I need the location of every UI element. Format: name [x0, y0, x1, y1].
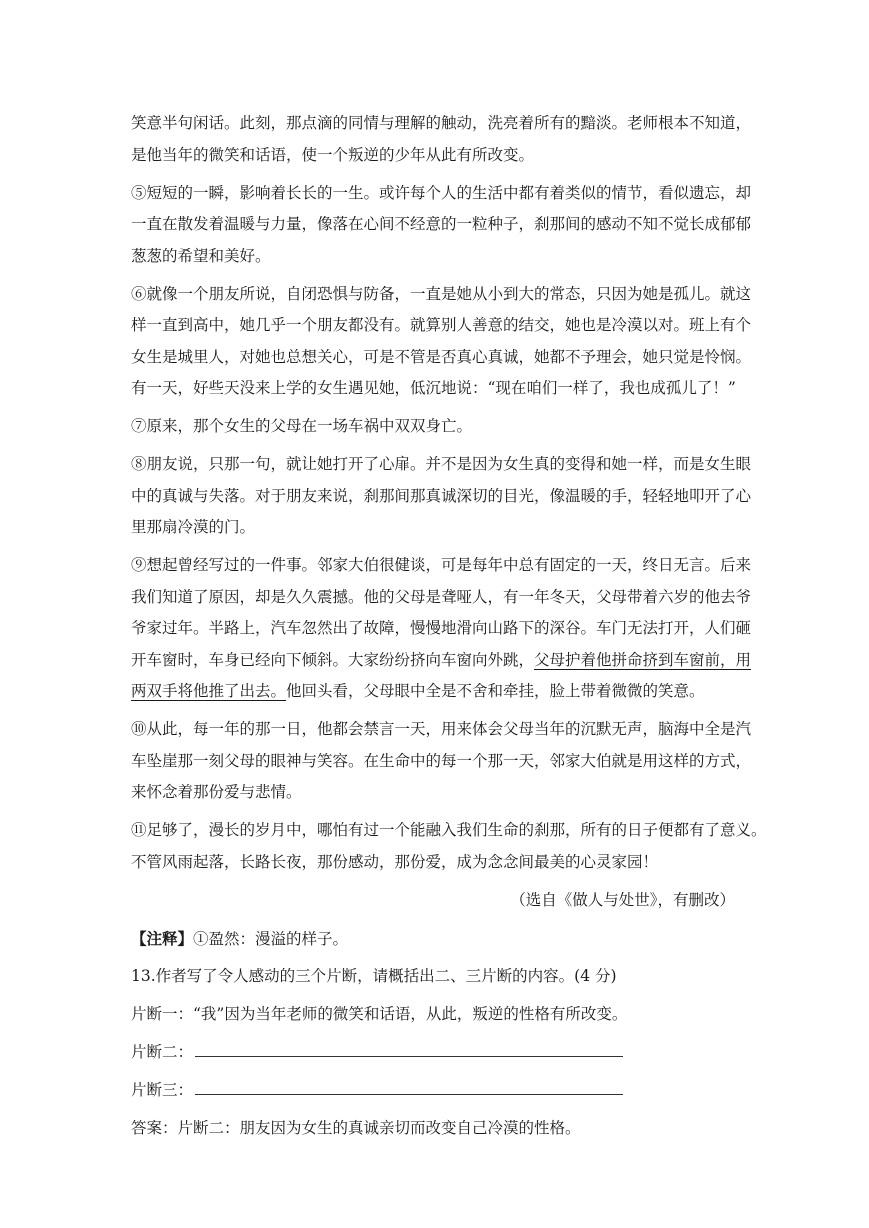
paragraph-11 [131, 815, 767, 878]
text-line: ⑦原来，那个女生的父母在一场车祸中双双身亡。 [131, 417, 473, 435]
text-line: ⑪足够了，漫长的岁月中，哪怕有过一个能融入我们生命的刹那，所有的日子便都有了意义。 [131, 821, 767, 839]
paragraph-6 [131, 279, 752, 405]
note-text: ①盈然：漫溢的样子。 [193, 929, 349, 948]
note-tag: 【注释】 [131, 928, 194, 948]
fragment-2-label: 片断二： [131, 1042, 194, 1061]
document-page [131, 108, 767, 1144]
text-line: 爷家过年。半路上，汽车忽然出了故障，慢慢地滑向山路下的深谷。车门无法打开，人们砸 [131, 619, 752, 637]
question-stem: 13.作者写了令人感动的三个片断，请概括出二、三片断的内容。(4 分) [131, 966, 617, 985]
text-line: 样一直到高中，她几乎一个朋友都没有。就算别人善意的结交，她也是冷漠以对。班上有个 [131, 316, 752, 334]
fragment-3-label: 片断三： [131, 1080, 194, 1099]
text-line: 是他当年的微笑和话语，使一个叛逆的少年从此有所改变。 [131, 145, 535, 164]
paragraph-9 [131, 550, 752, 708]
text-line: 我们知道了原因，却是久久震撼。他的父母是聋哑人，有一年冬天，父母带着六岁的他去爷 [131, 587, 752, 606]
text-line: ⑨想起曾经写过的一件事。邻家大伯很健谈，可是每年中总有固定的一天，终日无言。后来 [131, 556, 752, 574]
fragment-2-row [131, 1037, 741, 1069]
paragraph-10 [131, 714, 752, 809]
text-line: ⑧朋友说，只那一句，就让她打开了心扉。并不是因为女生真的变得和她一样，而是女生眼 [131, 455, 752, 473]
underlined-sentence: 父母护着他拼命挤到车窗前，用 [534, 650, 752, 669]
text-line: 笑意半句闲话。此刻，那点滴的同情与理解的触动，洗亮着所有的黯淡。老师根本不知道， [131, 114, 752, 132]
source-citation: （选自《做人与处世》，有删改） [510, 890, 735, 909]
text-line: 有一天，好些天没来上学的女生遇见她，低沉地说：“现在咱们一样了，我也成孤儿了！” [131, 379, 736, 397]
fragment-2-answer-blank[interactable] [195, 1042, 623, 1057]
answer-line: 答案：片断二：朋友因为女生的真诚亲切而改变自己冷漠的性格。 [131, 1118, 581, 1137]
text-line: 不管风雨起落，长路长夜，那份感动，那份爱，成为念念间最美的心灵家园！ [131, 852, 659, 871]
text-line: ⑤短短的一瞬，影响着长长的一生。或许每个人的生活中都有着类似的情节，看似遗忘，却 [131, 183, 752, 202]
text-line-with-underline [131, 645, 752, 677]
text-line: 一直在散发着温暖与力量，像落在心间不经意的一粒种子，刹那间的感动不知不觉长成郁郁 [131, 215, 752, 233]
text-line: ⑥就像一个朋友所说，自闭恐惧与防备，一直是她从小到大的常态，只因为她是孤儿。就这 [131, 284, 752, 303]
paragraph-8 [131, 449, 752, 544]
fragment-3-answer-blank[interactable] [195, 1080, 623, 1095]
text-line: 车坠崖那一刻父母的眼神与笑容。在生命中的每一个那一天，邻家大伯就是用这样的方式， [131, 751, 752, 770]
text-line: 里那扇冷漠的门。 [131, 518, 256, 536]
text-segment: 开车窗时，车身已经向下倾斜。大家纷纷挤向车窗向外跳， [131, 650, 535, 669]
annotation-note [131, 923, 741, 955]
paragraph-5 [131, 178, 752, 273]
text-line-with-underline [131, 676, 741, 708]
text-segment: 他回头看，父母眼中全是不舍和牵挂，脸上带着微微的笑意。 [286, 682, 705, 700]
paragraph-4-continued [131, 108, 752, 171]
paragraph-7 [131, 411, 741, 443]
text-line: 女生是城里人，对她也总想关心，可是不管是否真心真诚，她都不予理会，她只觉是怜悯。 [131, 347, 752, 366]
underlined-sentence: 两双手将他推了出去。 [131, 682, 287, 700]
text-line: ⑩从此，每一年的那一日，他都会禁言一天，用来体会父母当年的沉默无声，脑海中全是汽 [131, 720, 752, 738]
text-line: 来怀念着那份爱与悲情。 [131, 783, 302, 801]
fragment-3-row [131, 1075, 741, 1107]
fragment-1: 片断一：“我”因为当年老师的微笑和话语，从此，叛逆的性格有所改变。 [131, 1004, 628, 1023]
text-line: 葱葱的希望和美好。 [131, 246, 271, 265]
text-line: 中的真诚与失落。对于朋友来说，刹那间那真诚深切的目光，像温暖的手，轻轻地叩开了心 [131, 486, 752, 505]
